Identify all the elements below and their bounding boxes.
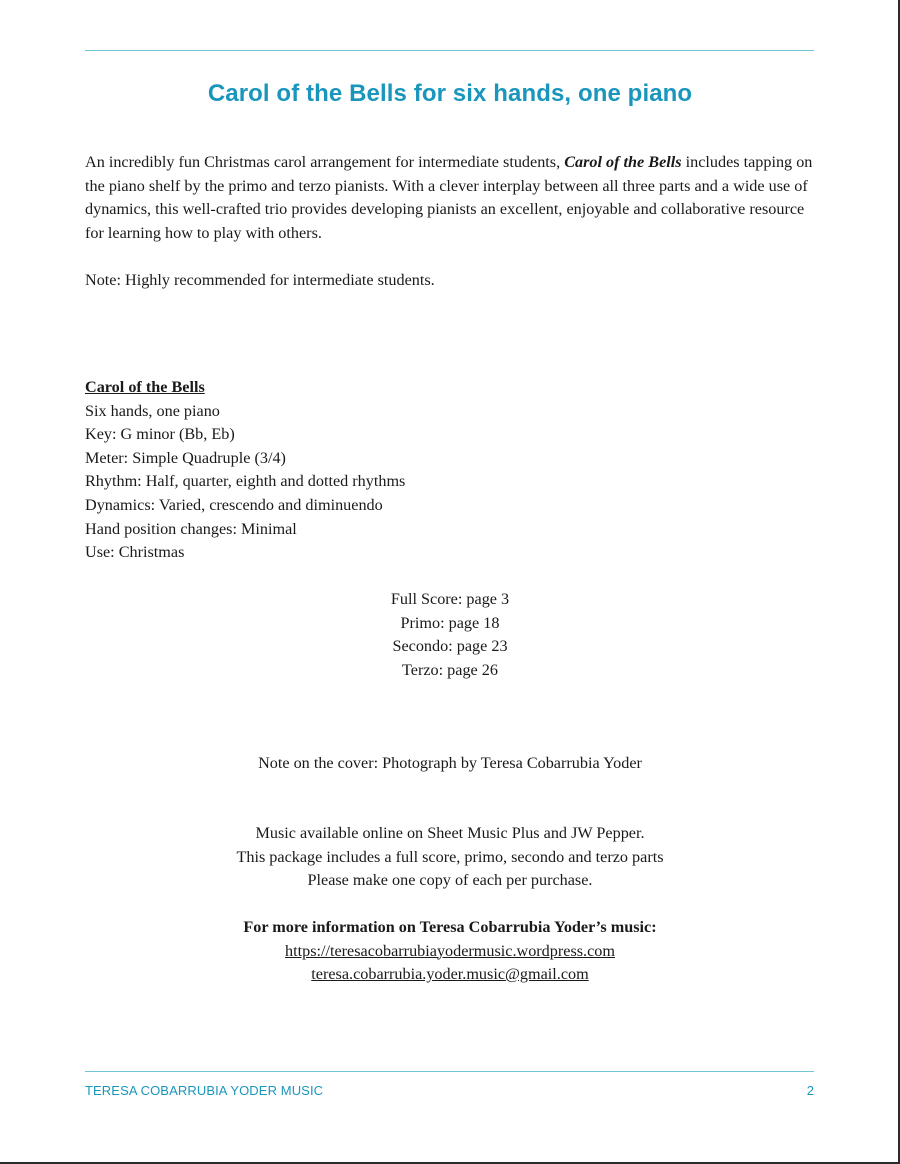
details-line: Rhythm: Half, quarter, eighth and dotted rhythms [85,472,406,491]
details-line: Dynamics: Varied, crescendo and diminuendo [85,495,383,514]
footer-page-number: 2 [806,1083,814,1098]
contact-section [0,916,900,987]
intro-lead: An incredibly fun Christmas carol arrangement for intermediate students, [85,153,565,171]
details-heading: Carol of the Bells [85,378,205,396]
page-index-line: Secondo: page 23 [392,637,508,656]
intro-section [85,151,815,293]
availability-line: Music available online on Sheet Music Plus and JW Pepper. [255,824,645,842]
intro-paragraph [85,151,815,245]
cover-note: Note on the cover: Photograph by Teresa Cobarrubia Yoder [258,754,642,772]
page-index [0,588,900,682]
intro-note: Note: Highly recommended for intermediate students. [85,270,435,289]
page-index-line: Primo: page 18 [400,613,500,632]
availability-line: Please make one copy of each per purchase. [307,871,593,890]
details-line: Hand position changes: Minimal [85,519,297,538]
page-title: Carol of the Bells for six hands, one piano [207,80,693,107]
page-index-line: Full Score: page 3 [390,590,510,608]
details-line: Six hands, one piano [85,401,220,420]
intro-title-emphasis: Carol of the Bells [564,153,682,171]
intro-rest: includes tapping on the piano shelf by the primo and terzo pianists. With a clever interplay between all three parts and a wide use of dynamics, this well-crafted trio provides developing pianists an excellent, enjoyable and collaborative resource for learning how to play with others. [85,153,813,242]
availability-line: This package includes a full score, primo, secondo and terzo parts [236,847,664,866]
contact-heading: For more information on Teresa Cobarrubia Yoder’s music: [243,918,657,936]
details-section [85,376,685,565]
details-line: Use: Christmas [85,543,185,562]
footer-publisher: TERESA COBARRUBIA YODER MUSIC [85,1083,324,1098]
details-line: Meter: Simple Quadruple (3/4) [85,448,286,467]
footer-rule [85,1071,814,1072]
availability-section [0,822,900,893]
header-rule [85,50,814,51]
details-line: Key: G minor (Bb, Eb) [85,425,235,444]
website-link[interactable]: https://teresacobarrubiayodermusic.wordpress.com [285,941,615,960]
email-link[interactable]: teresa.cobarrubia.yoder.music@gmail.com [311,965,589,984]
page-index-line: Terzo: page 26 [402,660,498,679]
